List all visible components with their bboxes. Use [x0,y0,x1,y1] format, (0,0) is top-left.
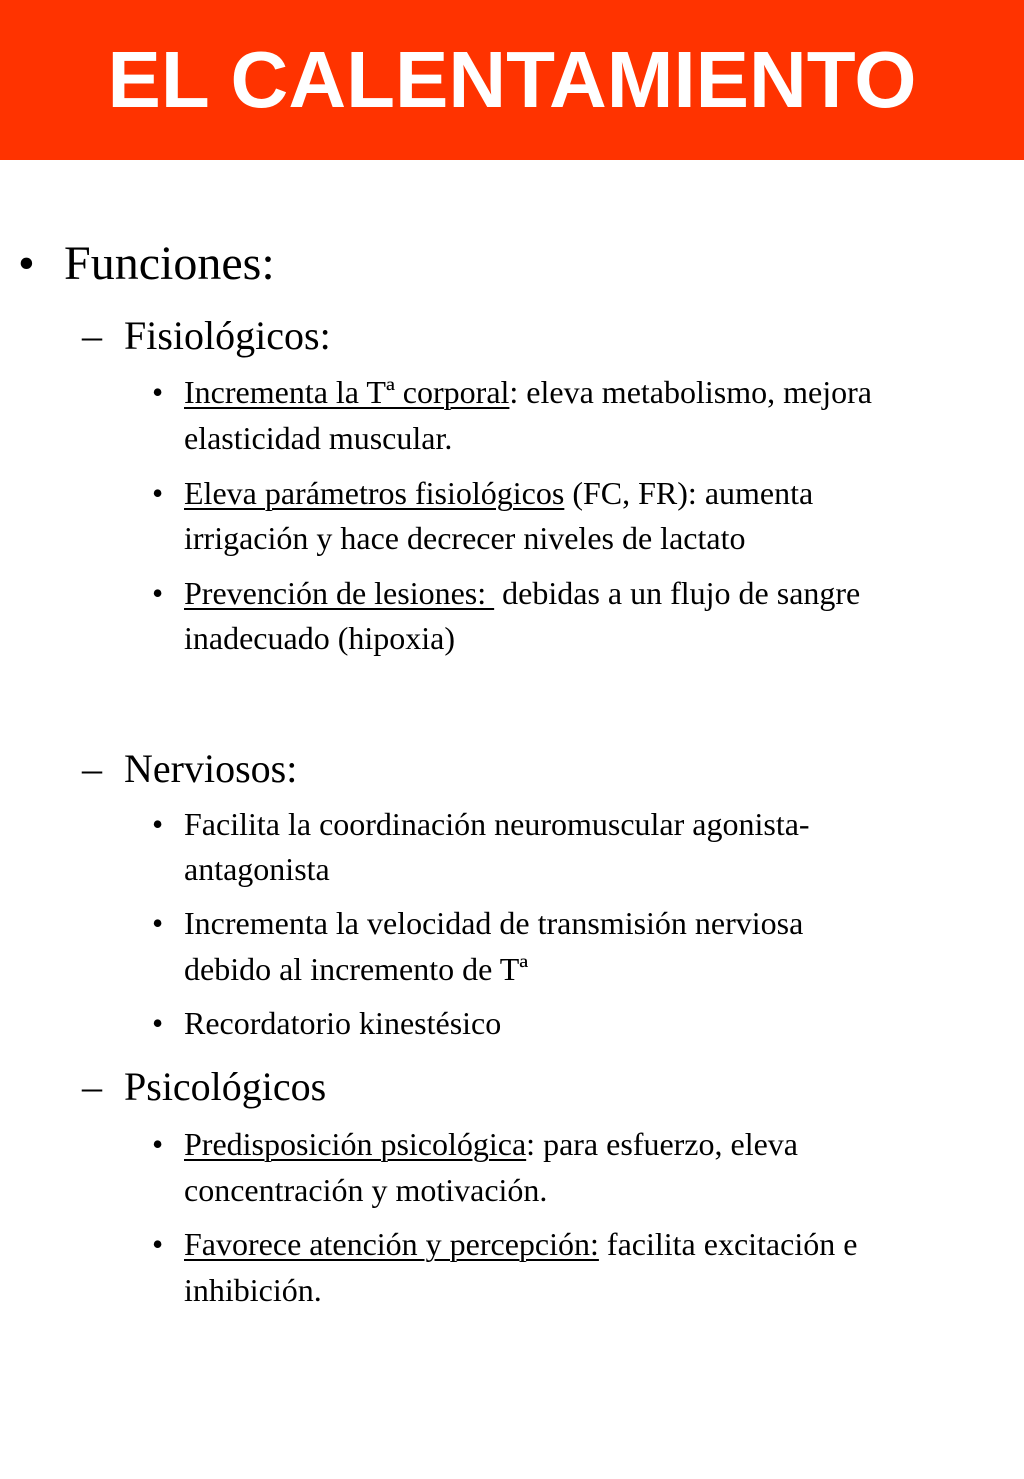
list-item: Recordatorio kinestésico [184,1005,502,1041]
bullet-marker: • [152,575,164,611]
bullet-marker: • [152,905,164,941]
list-item [184,1226,857,1263]
item-text: facilita excitación e [598,1226,858,1262]
bullet-marker: • [152,1005,164,1041]
item-text: debidas a un flujo de sangre [494,575,861,611]
item-continuation: debido al incremento de Tª [184,951,529,987]
bullet-marker: • [152,1226,164,1262]
item-text: : para esfuerzo, eleva [526,1126,798,1162]
item-text: : eleva metabolismo, mejora [509,374,872,410]
item-term: Incrementa la Tª corporal [184,374,510,410]
item-continuation: inhibición. [184,1272,322,1308]
list-item: Facilita la coordinación neuromuscular agonista- [184,806,810,842]
item-term: Prevención de lesiones: [184,575,495,611]
dash-marker: – [82,1064,102,1109]
heading-psicologicos: Psicológicos [124,1064,327,1109]
list-item [184,575,860,612]
bullet-marker: • [152,806,164,842]
heading-fisiologicos: Fisiológicos: [124,313,331,358]
item-continuation: concentración y motivación. [184,1172,548,1208]
heading-nerviosos: Nerviosos: [124,746,298,791]
item-continuation: inadecuado (hipoxia) [184,620,455,656]
list-item [184,374,872,411]
list-item [184,1126,798,1163]
dash-marker: – [82,746,102,791]
item-continuation: irrigación y hace decrecer niveles de lactato [184,520,746,556]
item-continuation: elasticidad muscular. [184,420,453,456]
list-item [184,475,813,512]
item-text: (FC, FR): aumenta [564,475,814,511]
list-item: Incrementa la velocidad de transmisión nerviosa [184,905,804,941]
item-continuation: antagonista [184,851,330,887]
item-term: Eleva parámetros fisiológicos [184,475,565,511]
bullet-marker: • [152,374,164,410]
bullet-marker: • [152,1126,164,1162]
dash-marker: – [82,313,102,358]
page-title: EL CALENTAMIENTO [107,35,917,124]
heading-funciones: Funciones: [64,237,275,290]
bullet-marker: • [18,237,35,290]
title-bar [0,0,1024,160]
item-term: Favorece atención y percepción: [184,1226,599,1262]
bullet-marker: • [152,475,164,511]
item-term: Predisposición psicológica [184,1126,527,1162]
